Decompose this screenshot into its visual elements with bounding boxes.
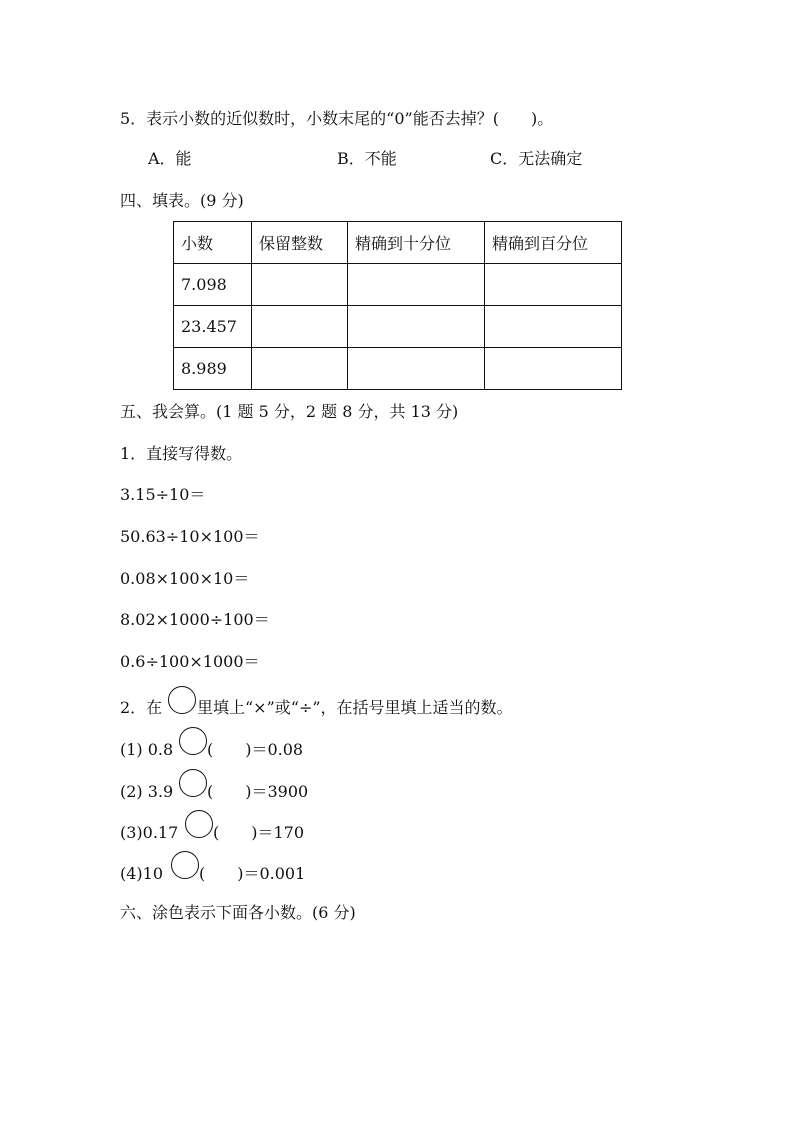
part-1-title: 1．直接写得数。 <box>120 444 243 463</box>
table-cell-decimal: 8.989 <box>174 348 252 390</box>
table-cell-answer[interactable] <box>348 264 485 306</box>
table-row <box>174 264 622 306</box>
fill-item-label: (3)0.17 <box>120 823 179 842</box>
fill-item-label: (4)10 <box>120 864 164 883</box>
part-2-title-end: 里填上“×”或“÷”，在括号里填上适当的数。 <box>197 698 513 717</box>
fill-item-tail: ( )＝0.001 <box>199 864 306 883</box>
calc-item: 0.08×100×10＝ <box>120 569 250 588</box>
fill-in-table <box>173 221 622 390</box>
table-header-cell: 保留整数 <box>252 222 348 264</box>
operator-circle-input[interactable] <box>171 851 199 879</box>
calc-item: 50.63÷10×100＝ <box>120 527 260 546</box>
table-cell-decimal: 7.098 <box>174 264 252 306</box>
section-5-heading: 五、我会算。(1 题 5 分，2 题 8 分，共 13 分) <box>120 402 459 421</box>
table-header-cell: 小数 <box>174 222 252 264</box>
table-cell-answer[interactable] <box>485 306 622 348</box>
calc-item: 0.6÷100×1000＝ <box>120 652 260 671</box>
table-cell-answer[interactable] <box>485 348 622 390</box>
option-b: B．不能 <box>337 149 397 168</box>
table-header-cell: 精确到十分位 <box>348 222 485 264</box>
fill-item-label: (1) 0.8 <box>120 740 174 759</box>
table-cell-answer[interactable] <box>252 306 348 348</box>
section-6-heading: 六、涂色表示下面各小数。(6 分) <box>120 903 356 922</box>
table-cell-answer[interactable] <box>348 348 485 390</box>
table-row <box>174 306 622 348</box>
table-cell-answer[interactable] <box>252 264 348 306</box>
table-cell-answer[interactable] <box>485 264 622 306</box>
operator-circle-icon <box>168 686 196 714</box>
fill-item-tail: ( )＝170 <box>213 823 305 842</box>
operator-circle-input[interactable] <box>179 769 207 797</box>
calc-item: 3.15÷10＝ <box>120 485 206 504</box>
operator-circle-input[interactable] <box>185 810 213 838</box>
table-row <box>174 348 622 390</box>
table-cell-answer[interactable] <box>348 306 485 348</box>
table-header-cell: 精确到百分位 <box>485 222 622 264</box>
table-cell-answer[interactable] <box>252 348 348 390</box>
section-4-heading: 四、填表。(9 分) <box>120 191 244 210</box>
calc-item: 8.02×1000÷100＝ <box>120 610 270 629</box>
question-5-text: 5．表示小数的近似数时，小数末尾的“0”能否去掉？( )。 <box>120 109 554 128</box>
option-c: C．无法确定 <box>490 149 583 168</box>
table-header-row <box>174 222 622 264</box>
part-2-title-start: 2．在 <box>120 698 163 717</box>
option-a: A．能 <box>148 149 192 168</box>
fill-item-tail: ( )＝3900 <box>207 782 309 801</box>
operator-circle-input[interactable] <box>179 727 207 755</box>
table-cell-decimal: 23.457 <box>174 306 252 348</box>
fill-item-tail: ( )＝0.08 <box>207 740 304 759</box>
fill-item-label: (2) 3.9 <box>120 782 174 801</box>
